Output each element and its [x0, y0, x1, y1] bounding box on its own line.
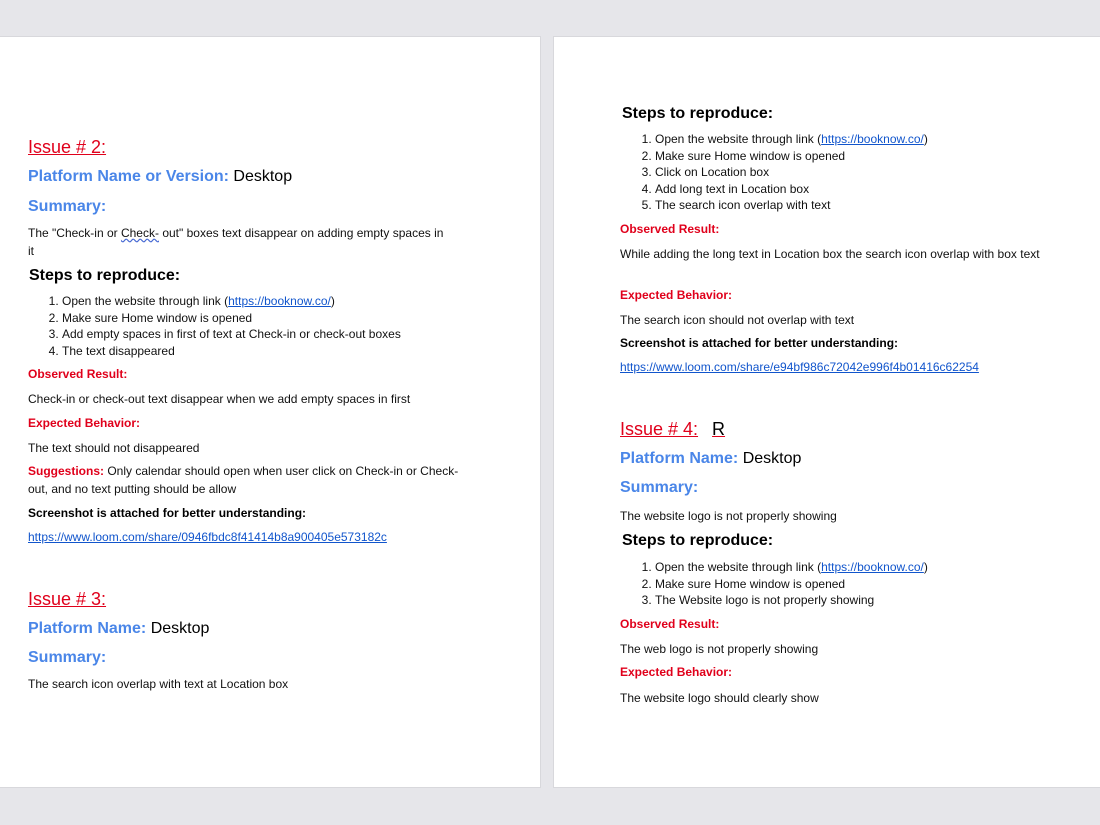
issue-3-screenshot-label: Screenshot is attached for better understanding:: [620, 336, 899, 350]
step-text: Open the website through link (: [655, 560, 822, 574]
issue-2-platform: [28, 168, 292, 186]
step-item: [62, 293, 401, 310]
step-item: 2. Make sure Home window is opened: [655, 576, 928, 593]
suggestions-text: Only calendar should open when user click on Check-in or Check-out, and no text putting should be allow: [28, 464, 459, 496]
step-text: Open the website through link (: [62, 294, 229, 308]
issue-2-summary-text: [28, 224, 448, 260]
issue-2-expected-text: The text should not disappeared: [28, 441, 200, 455]
booknow-link[interactable]: https://booknow.co/: [821, 560, 924, 574]
issue-4-observed-text: The web logo is not properly showing: [620, 642, 819, 656]
document-page-left: [0, 37, 540, 787]
step-item: [655, 559, 928, 576]
issue-4-title: [620, 419, 725, 440]
platform-value: Desktop: [150, 620, 210, 637]
step-item: 3. The Website logo is not properly showing: [655, 592, 928, 609]
issue-2-steps-list: [0, 293, 401, 359]
suggestions-label: Suggestions:: [28, 464, 105, 478]
issue-2-title: Issue # 2:: [28, 137, 107, 157]
issue-title-text: Issue # 4:: [620, 419, 699, 439]
summary-part: The "Check-in or: [28, 226, 121, 240]
step-item: [655, 131, 928, 148]
issue-2-summary-label: Summary:: [28, 198, 107, 215]
document-page-right: [554, 37, 1100, 787]
issue-3-loom-link[interactable]: https://www.loom.com/share/e94bf986c72042e996f4b01416c62254: [620, 360, 979, 374]
booknow-link[interactable]: https://booknow.co/: [821, 132, 924, 146]
booknow-link[interactable]: https://booknow.co/: [228, 294, 331, 308]
issue-3-observed-text: While adding the long text in Location box the search icon overlap with box text: [620, 247, 1040, 261]
platform-value: Desktop: [233, 168, 293, 185]
step-text: ): [923, 132, 928, 146]
issue-4-platform: [620, 450, 801, 468]
step-text: Open the website through link (: [655, 132, 822, 146]
step-item: 2. Make sure Home window is opened: [62, 310, 401, 327]
issue-3-platform: [28, 620, 209, 638]
issue-2-expected-label: Expected Behavior:: [28, 416, 141, 430]
issue-4-summary-label: Summary:: [620, 479, 699, 496]
issue-2-observed-text: Check-in or check-out text disappear when we add empty spaces in first: [28, 392, 411, 406]
issue-4-title-extra: R: [712, 419, 726, 439]
issue-3-summary-text: The search icon overlap with text at Location box: [28, 677, 289, 691]
step-item: 4. The text disappeared: [62, 343, 401, 360]
issue-3-expected-label: Expected Behavior:: [620, 288, 733, 302]
step-text: ): [330, 294, 335, 308]
platform-label: Platform Name:: [620, 450, 739, 467]
issue-2-screenshot-label: Screenshot is attached for better understanding:: [28, 506, 307, 520]
summary-part: out" boxes text disappear on adding empty spaces in it: [28, 226, 444, 258]
issue-4-expected-text: The website logo should clearly show: [620, 691, 819, 705]
step-item: 2. Make sure Home window is opened: [655, 148, 928, 165]
step-item: 3. Add empty spaces in first of text at Check-in or check-out boxes: [62, 326, 401, 343]
issue-4-summary-text: The website logo is not properly showing: [620, 509, 837, 523]
issue-2-steps-heading: Steps to reproduce:: [29, 267, 181, 284]
issue-4-expected-label: Expected Behavior:: [620, 665, 733, 679]
issue-4-observed-label: Observed Result:: [620, 617, 720, 631]
issue-3-expected-text: The search icon should not overlap with text: [620, 313, 855, 327]
issue-3-summary-label: Summary:: [28, 649, 107, 666]
step-text: ): [923, 560, 928, 574]
step-item: 3. Click on Location box: [655, 164, 928, 181]
issue-4-steps-list: [554, 559, 928, 609]
issue-4-steps-heading: Steps to reproduce:: [622, 532, 774, 549]
issue-3-steps-heading: Steps to reproduce:: [622, 105, 774, 122]
platform-value: Desktop: [742, 450, 802, 467]
issue-2-loom-link[interactable]: https://www.loom.com/share/0946fbdc8f41414b8a900405e573182c: [28, 530, 387, 544]
issue-2-observed-label: Observed Result:: [28, 367, 128, 381]
step-item: 4. Add long text in Location box: [655, 181, 928, 198]
issue-3-steps-list: [554, 131, 928, 214]
platform-label: Platform Name:: [28, 620, 147, 637]
issue-2-suggestions: [28, 462, 468, 498]
issue-3-title: Issue # 3:: [28, 589, 107, 609]
issue-3-observed-label: Observed Result:: [620, 222, 720, 236]
step-item: 5. The search icon overlap with text: [655, 197, 928, 214]
spellcheck-word: Check-: [120, 226, 159, 240]
platform-label: Platform Name or Version:: [28, 168, 229, 185]
